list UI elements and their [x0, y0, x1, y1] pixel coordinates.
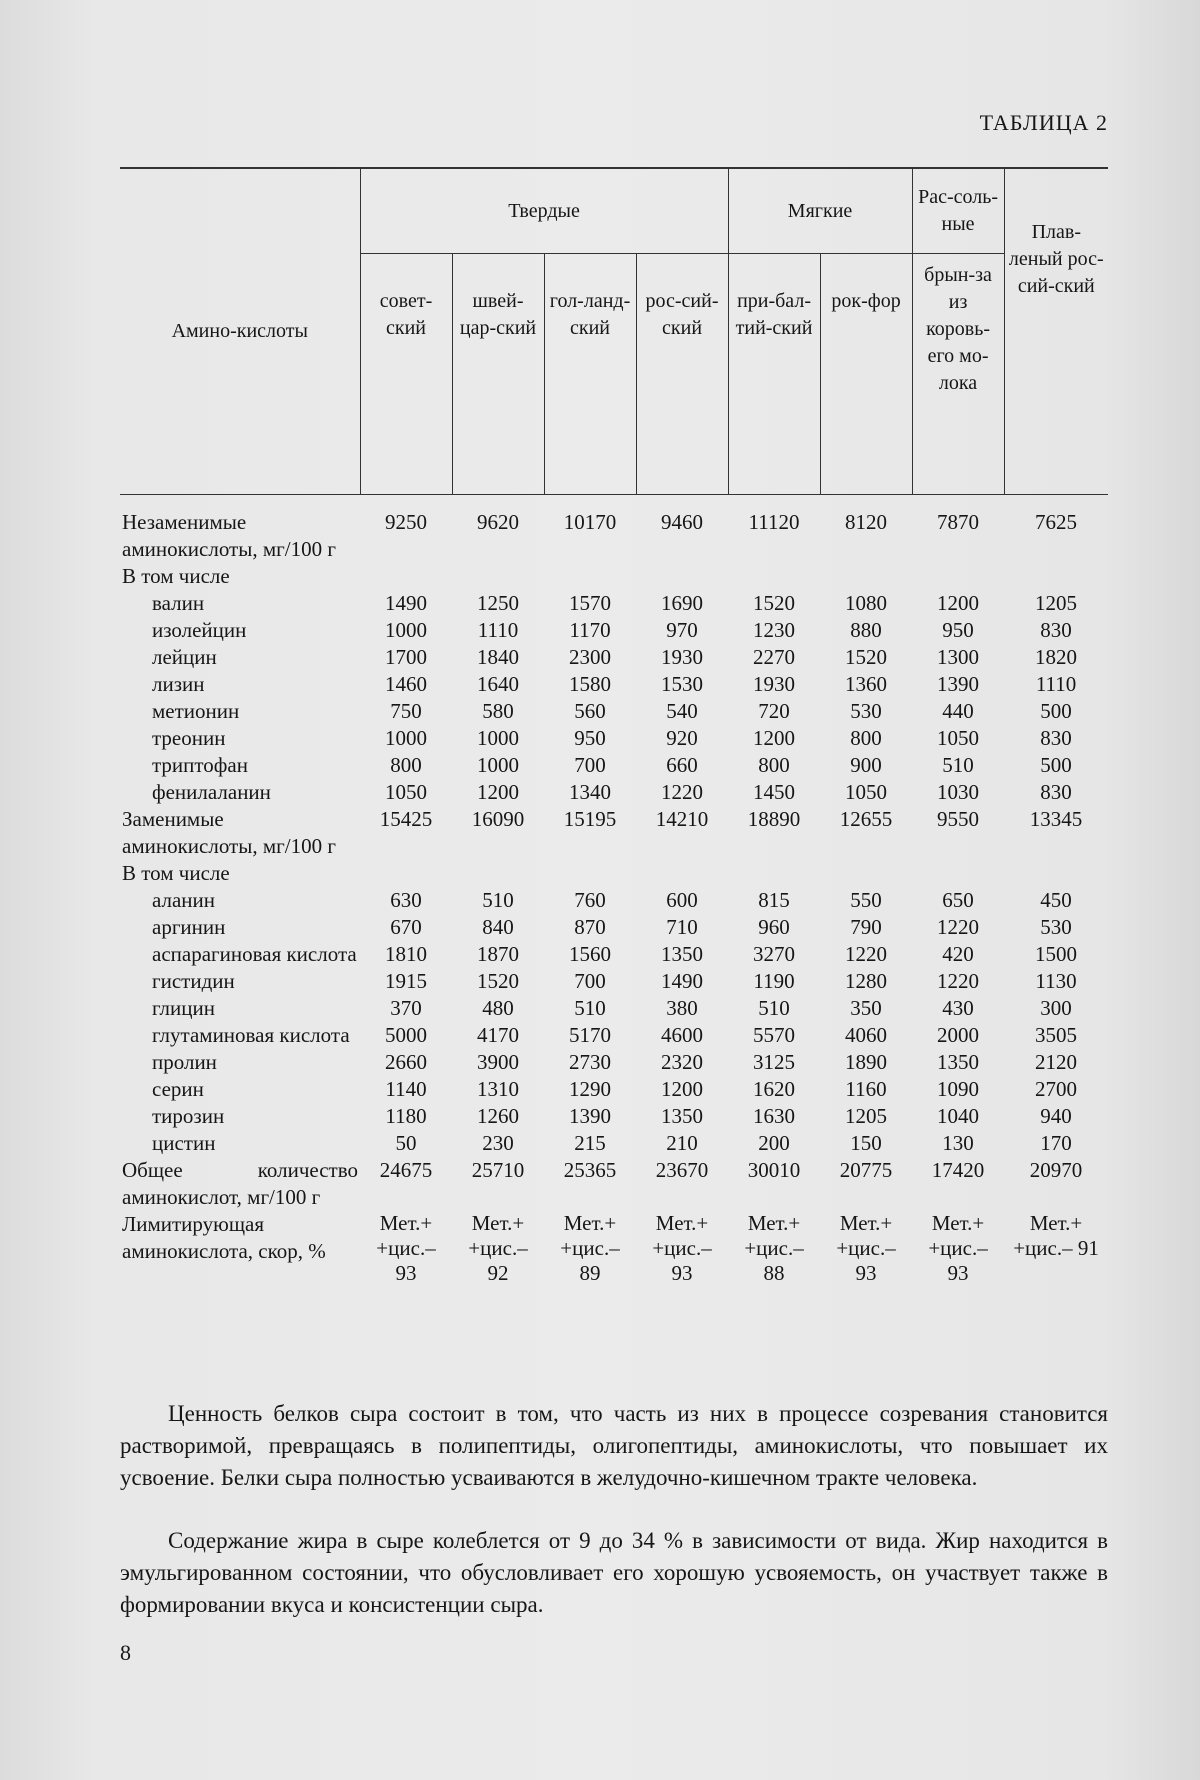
row-label: гистидин — [120, 968, 360, 995]
table-cell: 830 — [1004, 779, 1108, 806]
row-label: фенилаланин — [120, 779, 360, 806]
table-cell: 15425 — [360, 806, 452, 860]
table-cell: 1170 — [544, 617, 636, 644]
table-cell: 510 — [452, 887, 544, 914]
table-cell: 1520 — [728, 590, 820, 617]
table-cell: 700 — [544, 752, 636, 779]
row-label: метионин — [120, 698, 360, 725]
table-cell: 1000 — [452, 725, 544, 752]
table-cell: 500 — [1004, 698, 1108, 725]
table-cell: 2660 — [360, 1049, 452, 1076]
table-cell: 1500 — [1004, 941, 1108, 968]
header-col-baltic: при-бал-тий-ский — [728, 254, 820, 495]
table-cell: 1230 — [728, 617, 820, 644]
table-row — [120, 887, 1108, 914]
table-cell: 650 — [912, 887, 1004, 914]
table-cell: 25710 — [452, 1157, 544, 1211]
table-cell: 7625 — [1004, 495, 1108, 564]
row-label: аланин — [120, 887, 360, 914]
table-cell: 15195 — [544, 806, 636, 860]
table-row — [120, 1022, 1108, 1049]
table-cell: 830 — [1004, 617, 1108, 644]
table-cell: 540 — [636, 698, 728, 725]
table-cell: 20775 — [820, 1157, 912, 1211]
table-row — [120, 1049, 1108, 1076]
table-cell: 1690 — [636, 590, 728, 617]
table-cell: 530 — [820, 698, 912, 725]
table-cell: 1000 — [360, 617, 452, 644]
table-cell: 50 — [360, 1130, 452, 1157]
table-cell: 840 — [452, 914, 544, 941]
table-cell: 1490 — [360, 590, 452, 617]
table-cell: 1300 — [912, 644, 1004, 671]
table-cell: 760 — [544, 887, 636, 914]
table-cell: 1310 — [452, 1076, 544, 1103]
table-cell: 1200 — [912, 590, 1004, 617]
table-cell: 2700 — [1004, 1076, 1108, 1103]
table-cell: 5570 — [728, 1022, 820, 1049]
table-cell: Мет.+ +цис.– 93 — [820, 1211, 912, 1286]
table-cell: 1050 — [360, 779, 452, 806]
table-cell: 1490 — [636, 968, 728, 995]
row-label: лейцин — [120, 644, 360, 671]
table-cell: 940 — [1004, 1103, 1108, 1130]
table-cell: 700 — [544, 968, 636, 995]
table-cell: Мет.+ +цис.– 92 — [452, 1211, 544, 1286]
paragraph-fat-content: Содержание жира в сыре колеблется от 9 до 34 % в зависимости от вида. Жир находится в эмульгированном состоянии, что обусловливает его хорошую усвояемость, он участвует также в формировании вкуса и консистенции сыра. — [120, 1525, 1108, 1621]
table-row — [120, 941, 1108, 968]
header-col-russian: рос-сий-ский — [636, 254, 728, 495]
table-row — [120, 698, 1108, 725]
table-cell: 800 — [728, 752, 820, 779]
table-cell: 1205 — [820, 1103, 912, 1130]
table-cell: 815 — [728, 887, 820, 914]
table-cell: 1350 — [912, 1049, 1004, 1076]
row-label: аспарагиновая кислота — [120, 941, 360, 968]
table-cell: 510 — [728, 995, 820, 1022]
table-cell: 1050 — [912, 725, 1004, 752]
table-cell: 9250 — [360, 495, 452, 564]
table-row — [120, 1076, 1108, 1103]
table-cell: 480 — [452, 995, 544, 1022]
table-cell: 1870 — [452, 941, 544, 968]
table-cell: 2300 — [544, 644, 636, 671]
table-cell: 1460 — [360, 671, 452, 698]
table-cell: Мет.+ +цис.– 89 — [544, 1211, 636, 1286]
row-label: В том числе — [120, 860, 1108, 887]
table-row — [120, 1103, 1108, 1130]
table-cell: 2120 — [1004, 1049, 1108, 1076]
table-cell: 1700 — [360, 644, 452, 671]
table-cell: 5170 — [544, 1022, 636, 1049]
table-cell: 16090 — [452, 806, 544, 860]
table-cell: Мет.+ +цис.– 93 — [636, 1211, 728, 1286]
table-row — [120, 860, 1108, 887]
table-row — [120, 617, 1108, 644]
table-cell: 1620 — [728, 1076, 820, 1103]
header-amino-acids: Амино-кислоты — [120, 168, 360, 495]
header-group-brine: Рас-соль-ные — [912, 168, 1004, 254]
table-row — [120, 914, 1108, 941]
table-cell: 4060 — [820, 1022, 912, 1049]
table-body — [120, 495, 1108, 1287]
table-cell: 1520 — [820, 644, 912, 671]
table-cell: 2270 — [728, 644, 820, 671]
row-label: валин — [120, 590, 360, 617]
table-cell: 1450 — [728, 779, 820, 806]
table-cell: 800 — [360, 752, 452, 779]
table-cell: 1205 — [1004, 590, 1108, 617]
row-label: пролин — [120, 1049, 360, 1076]
table-cell: 920 — [636, 725, 728, 752]
row-label: глицин — [120, 995, 360, 1022]
table-cell: 17420 — [912, 1157, 1004, 1211]
table-cell: 2000 — [912, 1022, 1004, 1049]
table-cell: 7870 — [912, 495, 1004, 564]
row-label: серин — [120, 1076, 360, 1103]
table-cell: 3270 — [728, 941, 820, 968]
table-cell: 9620 — [452, 495, 544, 564]
table-cell: 430 — [912, 995, 1004, 1022]
row-label: глутаминовая кислота — [120, 1022, 360, 1049]
table-cell: 9550 — [912, 806, 1004, 860]
table-cell: 950 — [544, 725, 636, 752]
table-row — [120, 495, 1108, 564]
table-row — [120, 995, 1108, 1022]
table-cell: 1630 — [728, 1103, 820, 1130]
row-label: треонин — [120, 725, 360, 752]
table-cell: 630 — [360, 887, 452, 914]
table-cell: 25365 — [544, 1157, 636, 1211]
table-cell: 1350 — [636, 941, 728, 968]
table-cell: 1890 — [820, 1049, 912, 1076]
table-row — [120, 779, 1108, 806]
table-cell: 30010 — [728, 1157, 820, 1211]
table-row — [120, 752, 1108, 779]
table-cell: 300 — [1004, 995, 1108, 1022]
table-cell: 1050 — [820, 779, 912, 806]
table-cell: 870 — [544, 914, 636, 941]
table-cell: 960 — [728, 914, 820, 941]
table-cell: 11120 — [728, 495, 820, 564]
table-cell: 5000 — [360, 1022, 452, 1049]
table-cell: 1250 — [452, 590, 544, 617]
table-row — [120, 563, 1108, 590]
table-cell: 3125 — [728, 1049, 820, 1076]
header-col-sovetsky: совет-ский — [360, 254, 452, 495]
table-cell: 1080 — [820, 590, 912, 617]
table-cell: 215 — [544, 1130, 636, 1157]
table-cell: 790 — [820, 914, 912, 941]
table-row — [120, 725, 1108, 752]
table-cell: 720 — [728, 698, 820, 725]
table-cell: 660 — [636, 752, 728, 779]
table-row — [120, 644, 1108, 671]
table-cell: 950 — [912, 617, 1004, 644]
header-col-roquefort: рок-фор — [820, 254, 912, 495]
table-cell: Мет.+ +цис.– 93 — [912, 1211, 1004, 1286]
table-cell: 420 — [912, 941, 1004, 968]
header-col-swiss: швей-цар-ский — [452, 254, 544, 495]
table-cell: 8120 — [820, 495, 912, 564]
table-cell: 150 — [820, 1130, 912, 1157]
table-cell: 170 — [1004, 1130, 1108, 1157]
table-row — [120, 1130, 1108, 1157]
table-cell: 800 — [820, 725, 912, 752]
table-cell: 1180 — [360, 1103, 452, 1130]
table-cell: 500 — [1004, 752, 1108, 779]
table-row — [120, 806, 1108, 860]
table-cell: 1640 — [452, 671, 544, 698]
table-cell: 1140 — [360, 1076, 452, 1103]
table-cell: 970 — [636, 617, 728, 644]
row-label: изолейцин — [120, 617, 360, 644]
table-cell: 1090 — [912, 1076, 1004, 1103]
table-cell: 1390 — [912, 671, 1004, 698]
table-cell: 1930 — [636, 644, 728, 671]
table-cell: 830 — [1004, 725, 1108, 752]
table-cell: 1220 — [912, 968, 1004, 995]
table-row — [120, 968, 1108, 995]
table-cell: 12655 — [820, 806, 912, 860]
table-cell: 1000 — [452, 752, 544, 779]
table-cell: 750 — [360, 698, 452, 725]
table-cell: 1000 — [360, 725, 452, 752]
table-cell: 14210 — [636, 806, 728, 860]
table-row — [120, 590, 1108, 617]
book-page — [0, 0, 1200, 1780]
table-cell: 1820 — [1004, 644, 1108, 671]
table-cell: 1190 — [728, 968, 820, 995]
table-cell: 370 — [360, 995, 452, 1022]
table-cell: 18890 — [728, 806, 820, 860]
table-cell: 130 — [912, 1130, 1004, 1157]
table-cell: 20970 — [1004, 1157, 1108, 1211]
table-cell: 600 — [636, 887, 728, 914]
header-group-hard: Твердые — [360, 168, 728, 254]
table-cell: 10170 — [544, 495, 636, 564]
header-col-dutch: гол-ланд-ский — [544, 254, 636, 495]
table-row — [120, 1211, 1108, 1286]
table-cell: 1810 — [360, 941, 452, 968]
table-cell: 380 — [636, 995, 728, 1022]
row-label: В том числе — [120, 563, 1108, 590]
table-cell: 1560 — [544, 941, 636, 968]
table-cell: 1110 — [452, 617, 544, 644]
table-cell: 450 — [1004, 887, 1108, 914]
row-label: цистин — [120, 1130, 360, 1157]
page-number: 8 — [120, 1640, 131, 1666]
table-cell: 1340 — [544, 779, 636, 806]
table-cell: 670 — [360, 914, 452, 941]
table-cell: 530 — [1004, 914, 1108, 941]
table-cell: Мет.+ +цис.– 91 — [1004, 1211, 1108, 1286]
table-cell: 560 — [544, 698, 636, 725]
table-cell: 1570 — [544, 590, 636, 617]
table-cell: 1360 — [820, 671, 912, 698]
table-row — [120, 1157, 1108, 1211]
table-cell: 4170 — [452, 1022, 544, 1049]
table-cell: 9460 — [636, 495, 728, 564]
table-cell: 24675 — [360, 1157, 452, 1211]
table-cell: 350 — [820, 995, 912, 1022]
table-cell: Мет.+ +цис.– 88 — [728, 1211, 820, 1286]
row-label: Незаменимые аминокислоты, мг/100 г — [120, 495, 360, 564]
table-cell: 1530 — [636, 671, 728, 698]
table-cell: 580 — [452, 698, 544, 725]
paragraph-protein-value: Ценность белков сыра состоит в том, что часть из них в процессе созревания становится растворимой, превращаясь в полипептиды, олигопептиды, аминокислоты, что повышает их усвоение. Белки сыра полностью усваиваются в желудочно-кишечном тракте человека. — [120, 1398, 1108, 1494]
table-cell: 1030 — [912, 779, 1004, 806]
table-cell: 1290 — [544, 1076, 636, 1103]
table-cell: 23670 — [636, 1157, 728, 1211]
table-cell: 440 — [912, 698, 1004, 725]
table-cell: 1260 — [452, 1103, 544, 1130]
table-cell: 3505 — [1004, 1022, 1108, 1049]
row-label: Общее количество аминокислот, мг/100 г — [120, 1157, 360, 1211]
row-label: Заменимые аминокислоты, мг/100 г — [120, 806, 360, 860]
table-cell: 1200 — [728, 725, 820, 752]
table-cell: 1390 — [544, 1103, 636, 1130]
table-cell: 1220 — [912, 914, 1004, 941]
table-cell: 13345 — [1004, 806, 1108, 860]
row-label: аргинин — [120, 914, 360, 941]
row-label: лизин — [120, 671, 360, 698]
table-cell: 510 — [912, 752, 1004, 779]
table-cell: 1930 — [728, 671, 820, 698]
amino-acid-table — [120, 167, 1108, 1286]
table-cell: 1520 — [452, 968, 544, 995]
table-cell: 1580 — [544, 671, 636, 698]
table-cell: 880 — [820, 617, 912, 644]
table-cell: 1220 — [820, 941, 912, 968]
table-cell: 3900 — [452, 1049, 544, 1076]
table-cell: 1200 — [452, 779, 544, 806]
table-label: ТАБЛИЦА 2 — [948, 110, 1108, 136]
table-cell: 1160 — [820, 1076, 912, 1103]
table-row — [120, 671, 1108, 698]
row-label: Лимитирующая аминокислота, скор, % — [120, 1211, 360, 1286]
table-cell: Мет.+ +цис.– 93 — [360, 1211, 452, 1286]
row-label: тирозин — [120, 1103, 360, 1130]
table-cell: 1915 — [360, 968, 452, 995]
table-cell: 1840 — [452, 644, 544, 671]
table-cell: 1130 — [1004, 968, 1108, 995]
table-cell: 1350 — [636, 1103, 728, 1130]
table-cell: 1040 — [912, 1103, 1004, 1130]
table-cell: 2730 — [544, 1049, 636, 1076]
header-col-brynza: брын-за из коровь-его мо-лока — [912, 254, 1004, 495]
table-cell: 1110 — [1004, 671, 1108, 698]
table-cell: 550 — [820, 887, 912, 914]
header-group-soft: Мягкие — [728, 168, 912, 254]
table-cell: 510 — [544, 995, 636, 1022]
row-label: триптофан — [120, 752, 360, 779]
table-cell: 2320 — [636, 1049, 728, 1076]
table-cell: 1280 — [820, 968, 912, 995]
table-cell: 710 — [636, 914, 728, 941]
table-cell: 900 — [820, 752, 912, 779]
table-cell: 1220 — [636, 779, 728, 806]
table-cell: 1200 — [636, 1076, 728, 1103]
header-processed-russian: Плав-леный рос-сий-ский — [1004, 168, 1108, 495]
table-cell: 210 — [636, 1130, 728, 1157]
table-cell: 200 — [728, 1130, 820, 1157]
table-cell: 4600 — [636, 1022, 728, 1049]
table-cell: 230 — [452, 1130, 544, 1157]
